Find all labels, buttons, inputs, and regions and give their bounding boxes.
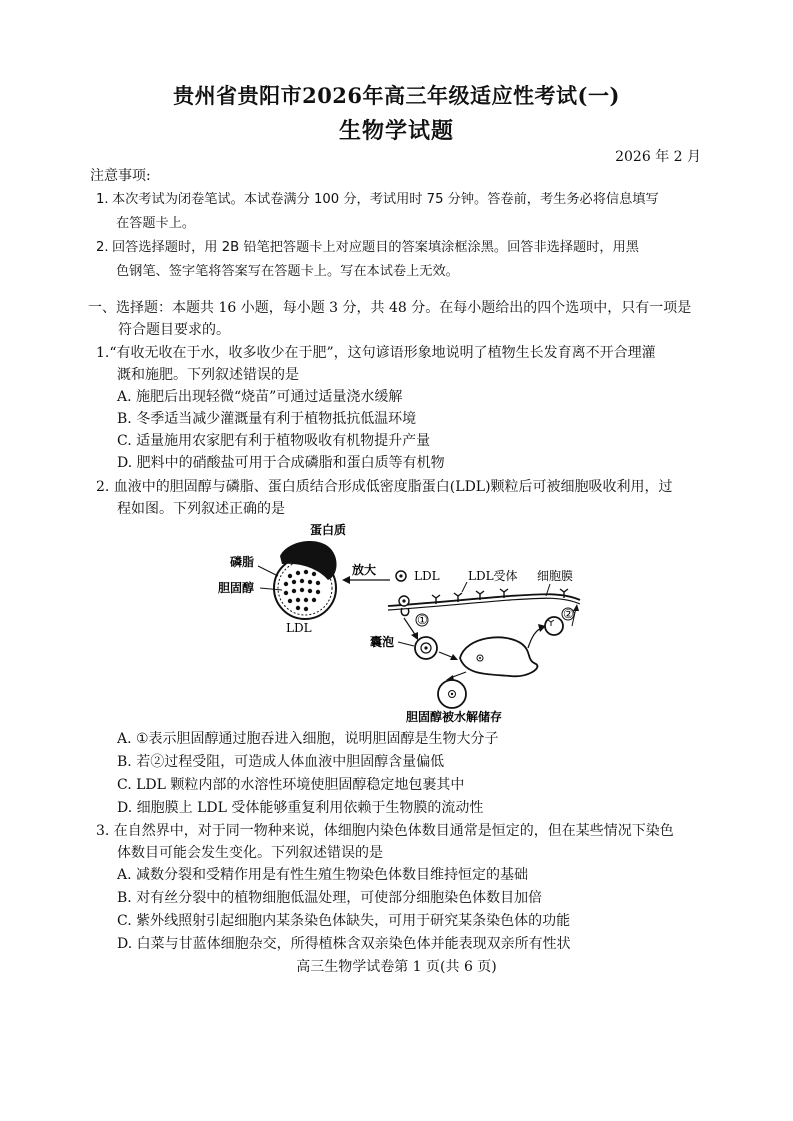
question-2-option-b: B. 若②过程受阻，可造成人体血液中胆固醇含量偏低 (117, 754, 445, 770)
label-cell-membrane: 细胞膜 (537, 569, 574, 583)
exam-subtitle: 生物学试题 (338, 118, 454, 144)
question-1-option-d: D. 肥料中的硝酸盐可用于合成磷脂和蛋白质等有机物 (117, 455, 445, 471)
notice-text: 回答选择题时，用 2B 铅笔把答题卡上对应题目的答案填涂框涂黑。回答非选择题时，用黑 (112, 240, 639, 255)
notice-text: 本次考试为闭卷笔试。本试卷满分 100 分，考试用时 75 分钟。答卷前，考生务必将信息填写 (112, 192, 659, 207)
label-ldl-receptor: LDL受体 (468, 569, 518, 583)
storage-ldl-core (451, 693, 453, 695)
question-stem: 1.“有收无收在于水，收多收少在于肥”，这句谚语形象地说明了植物生长发育离不开合理灌 (96, 345, 656, 361)
label-vesicle: 囊泡 (370, 635, 395, 649)
page-footer: 高三生物学试卷第 1 页(共 6 页) (296, 959, 497, 975)
question-2 (96, 476, 710, 520)
vesicle-pointer (398, 642, 414, 646)
question-1 (96, 342, 710, 386)
question-stem: 体数目可能会发生变化。下列叙述错误的是 (117, 845, 383, 861)
notice-number: 1. (96, 192, 109, 207)
label-phospholipid: 磷脂 (230, 555, 255, 569)
section-heading (88, 297, 710, 341)
step2-arrowhead (573, 604, 579, 611)
step1-arrow (404, 618, 416, 636)
question-3-option-d: D. 白菜与甘蓝体细胞杂交，所得植株含双亲染色体并能表现双亲所有性状 (117, 936, 571, 952)
label-protein: 蛋白质 (310, 523, 347, 537)
notice-text: 色钢笔、签字笔将答案写在答题卡上。写在本试卷上无效。 (116, 264, 459, 279)
ldl-particle-icon (274, 541, 337, 619)
question-3 (96, 820, 710, 864)
phospholipid-pointer (258, 566, 278, 576)
zoom-arrowhead (342, 576, 350, 584)
label-ldl: LDL (414, 569, 440, 583)
question-1-option-b: B. 冬季适当减少灌溉量有利于植物抵抗低温环境 (117, 411, 417, 427)
label-step2: ② (563, 607, 574, 621)
label-ldl-particle: LDL (286, 621, 312, 635)
question-1-option-a: A. 施肥后出现轻微“烧苗”可通过适量浇水缓解 (117, 389, 403, 405)
notice-number: 2. (96, 240, 109, 255)
ldl-icon-core (399, 574, 402, 577)
ldl-uptake-diagram (210, 518, 590, 726)
section-text: 一、选择题：本题共 16 小题，每小题 3 分，共 48 分。在每小题给出的四个选项中，只有一项是 (88, 300, 692, 316)
notice-text: 在答题卡上。 (116, 216, 196, 231)
question-stem: 2. 血液中的胆固醇与磷脂、蛋白质结合形成低密度脂蛋白(LDL)颗粒后可被细胞吸收利用，过 (96, 479, 673, 495)
question-3-option-a: A. 减数分裂和受精作用是有性生殖生物染色体数目维持恒定的基础 (117, 867, 529, 883)
question-3-option-c: C. 紫外线照射引起细胞内某条染色体缺失，可用于研究某条染色体的功能 (117, 913, 571, 929)
endosome-ldl-core (479, 657, 481, 659)
label-storage: 胆固醇被水解储存 (406, 710, 503, 724)
question-2-option-a: A. ①表示胆固醇通过胞吞进入细胞，说明胆固醇是生物大分子 (117, 731, 499, 747)
exam-title: 贵州省贵阳市2026年高三年级适应性考试(一) (173, 83, 620, 108)
question-3-option-b: B. 对有丝分裂中的植物细胞低温处理，可使部分细胞染色体数目加倍 (117, 890, 543, 906)
label-zoom: 放大 (352, 563, 377, 577)
question-2-option-d: D. 细胞膜上 LDL 受体能够重复利用依赖于生物膜的流动性 (117, 800, 484, 816)
question-stem: 3. 在自然界中，对于同一物种来说，体细胞内染色体数目通常是恒定的，但在某些情况下染色 (96, 823, 674, 839)
section-text: 符合题目要求的。 (118, 322, 230, 338)
recycling-vesicle-icon (545, 617, 563, 635)
label-cholesterol: 胆固醇 (218, 581, 255, 595)
vesicle-ldl-core (424, 646, 427, 649)
cell-membrane-line (388, 594, 580, 606)
notice-item (96, 236, 708, 284)
question-stem: 溉和施肥。下列叙述错误的是 (117, 367, 299, 383)
label-step1: ① (417, 613, 428, 627)
exam-date: 2026 年 2 月 (615, 149, 701, 165)
receptor-pointer (462, 582, 467, 592)
endosome-icon (460, 637, 537, 676)
notice-heading: 注意事项: (90, 168, 151, 184)
notice-item (96, 188, 708, 236)
question-1-option-c: C. 适量施用农家肥有利于植物吸收有机物提升产量 (117, 433, 431, 449)
question-stem: 程如图。下列叙述正确的是 (117, 501, 285, 517)
question-2-option-c: C. LDL 颗粒内部的水溶性环境使胆固醇稳定地包裹其中 (117, 777, 465, 793)
